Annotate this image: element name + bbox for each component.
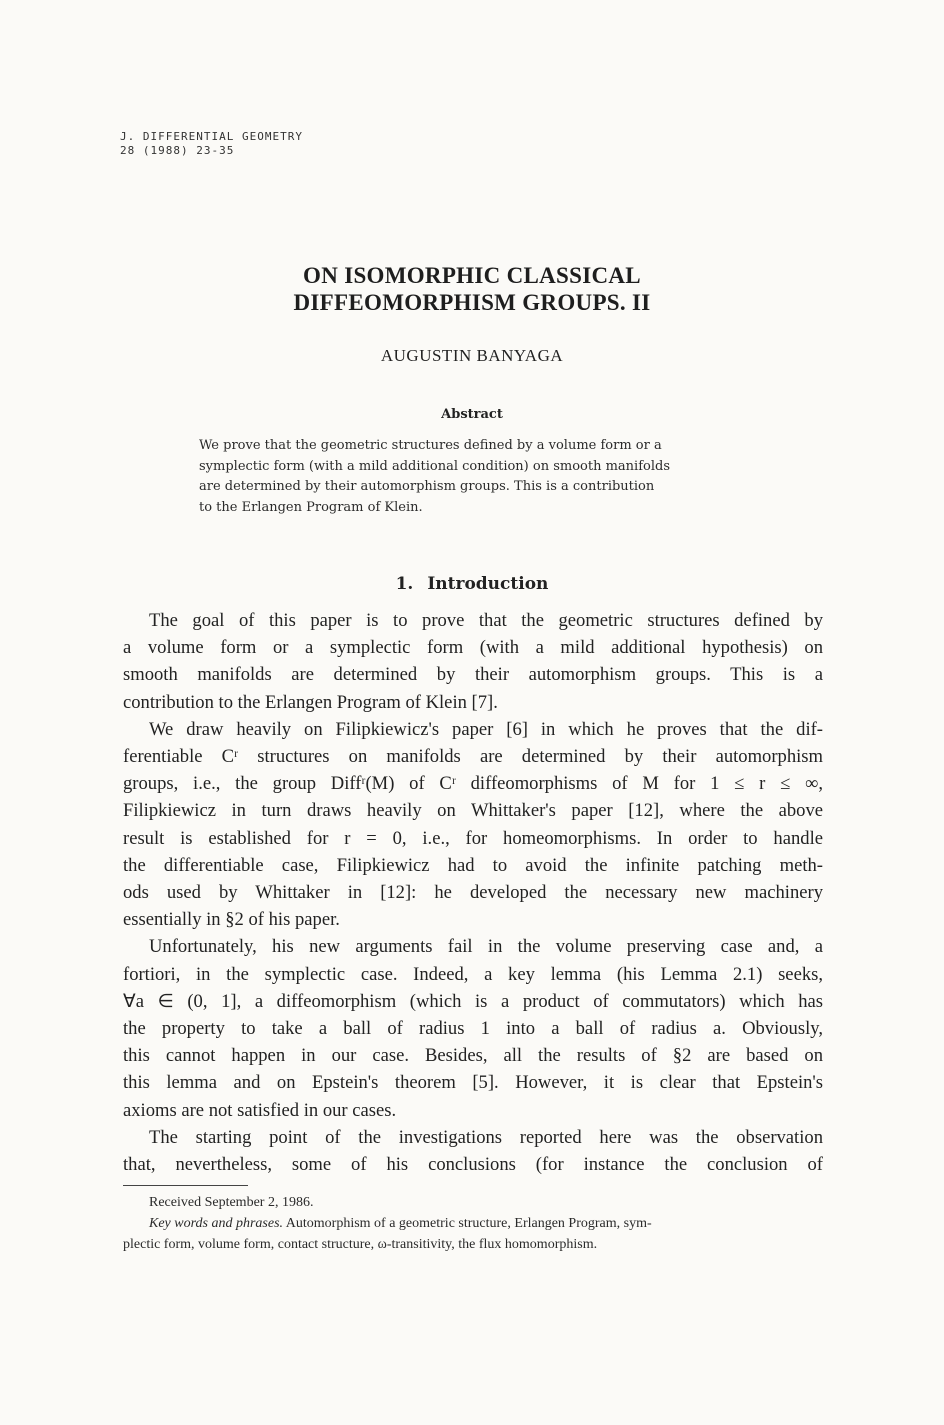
keywords-text-1: Automorphism of a geometric structure, Erlangen Program, sym- xyxy=(285,1216,652,1231)
paragraph xyxy=(123,933,823,1123)
text-line: the differentiable case, Filipkiewicz had to avoid the infinite patching meth- xyxy=(123,854,823,876)
abstract-line: We prove that the geometric structures defined by a volume form or a xyxy=(199,438,662,453)
abstract-line: symplectic form (with a mild additional condition) on smooth manifolds xyxy=(199,458,670,474)
section-heading xyxy=(0,574,944,594)
journal-volume: 28 (1988) 23-35 xyxy=(120,144,235,157)
title-line-1: ON ISOMORPHIC CLASSICAL xyxy=(303,263,641,288)
text-line: the property to take a ball of radius 1 into a ball of radius a. Obviously, xyxy=(123,1018,823,1040)
text-line: this cannot happen in our case. Besides, all the results of §2 are based on xyxy=(123,1045,823,1067)
text-line: groups, i.e., the group Diffʳ(M) of Cʳ diffeomorphisms of M for 1 ≤ r ≤ ∞, xyxy=(123,773,823,795)
text-line: that, nevertheless, some of his conclusions (for instance the conclusion of xyxy=(123,1154,823,1176)
footnote-keywords-cont: plectic form, volume form, contact structure, ω-transitivity, the flux homomorphism. xyxy=(123,1237,598,1252)
paragraph xyxy=(123,716,823,934)
footnotes xyxy=(123,1192,823,1255)
body-text xyxy=(123,607,823,1178)
text-line: ∀a ∈ (0, 1], a diffeomorphism (which is a product of commutators) which has xyxy=(123,990,823,1012)
footnote-rule xyxy=(123,1185,248,1186)
text-line: We draw heavily on Filipkiewicz's paper [6] in which he proves that the dif- xyxy=(149,718,823,740)
text-line: Unfortunately, his new arguments fail in the volume preserving case and, a xyxy=(149,936,823,958)
journal-header xyxy=(120,130,303,158)
footnote-keywords xyxy=(123,1213,823,1234)
text-line: The goal of this paper is to prove that the geometric structures defined by xyxy=(149,610,823,631)
abstract-line: to the Erlangen Program of Klein. xyxy=(199,499,423,515)
section-number: 1. xyxy=(395,574,414,594)
text-line: smooth manifolds are determined by their automorphism groups. This is a xyxy=(123,664,823,686)
section-title: Introduction xyxy=(427,574,549,594)
text-line: The starting point of the investigations reported here was the observation xyxy=(149,1126,823,1148)
text-line: axioms are not satisfied in our cases. xyxy=(123,1099,397,1121)
journal-name: J. DIFFERENTIAL GEOMETRY xyxy=(120,130,303,143)
text-line: contribution to the Erlangen Program of Klein [7]. xyxy=(123,691,498,713)
paragraph xyxy=(123,607,823,716)
footnote-received: Received September 2, 1986. xyxy=(149,1195,314,1210)
text-line: ods used by Whittaker in [12]: he developed the necessary new machinery xyxy=(123,882,823,904)
paragraph xyxy=(123,1124,823,1178)
keywords-label: Key words and phrases. xyxy=(149,1216,284,1231)
abstract-text xyxy=(199,436,759,518)
text-line: this lemma and on Epstein's theorem [5]. However, it is clear that Epstein's xyxy=(123,1072,823,1094)
text-line: result is established for r = 0, i.e., for homeomorphisms. In order to handle xyxy=(123,827,823,849)
text-line: a volume form or a symplectic form (with a mild additional hypothesis) on xyxy=(123,637,823,659)
abstract-line: are determined by their automorphism groups. This is a contribution xyxy=(199,479,655,494)
text-line: Filipkiewicz in turn draws heavily on Whittaker's paper [12], where the above xyxy=(123,800,823,822)
author-name: AUGUSTIN BANYAGA xyxy=(380,346,564,365)
paper-title xyxy=(0,262,944,316)
text-line: ferentiable Cʳ structures on manifolds are determined by their automorphism xyxy=(123,746,823,768)
text-line: fortiori, in the symplectic case. Indeed, a key lemma (his Lemma 2.1) seeks, xyxy=(123,963,823,985)
text-line: essentially in §2 of his paper. xyxy=(123,909,340,931)
title-line-2: DIFFEOMORPHISM GROUPS. II xyxy=(293,290,651,315)
abstract-heading: Abstract xyxy=(441,407,503,422)
